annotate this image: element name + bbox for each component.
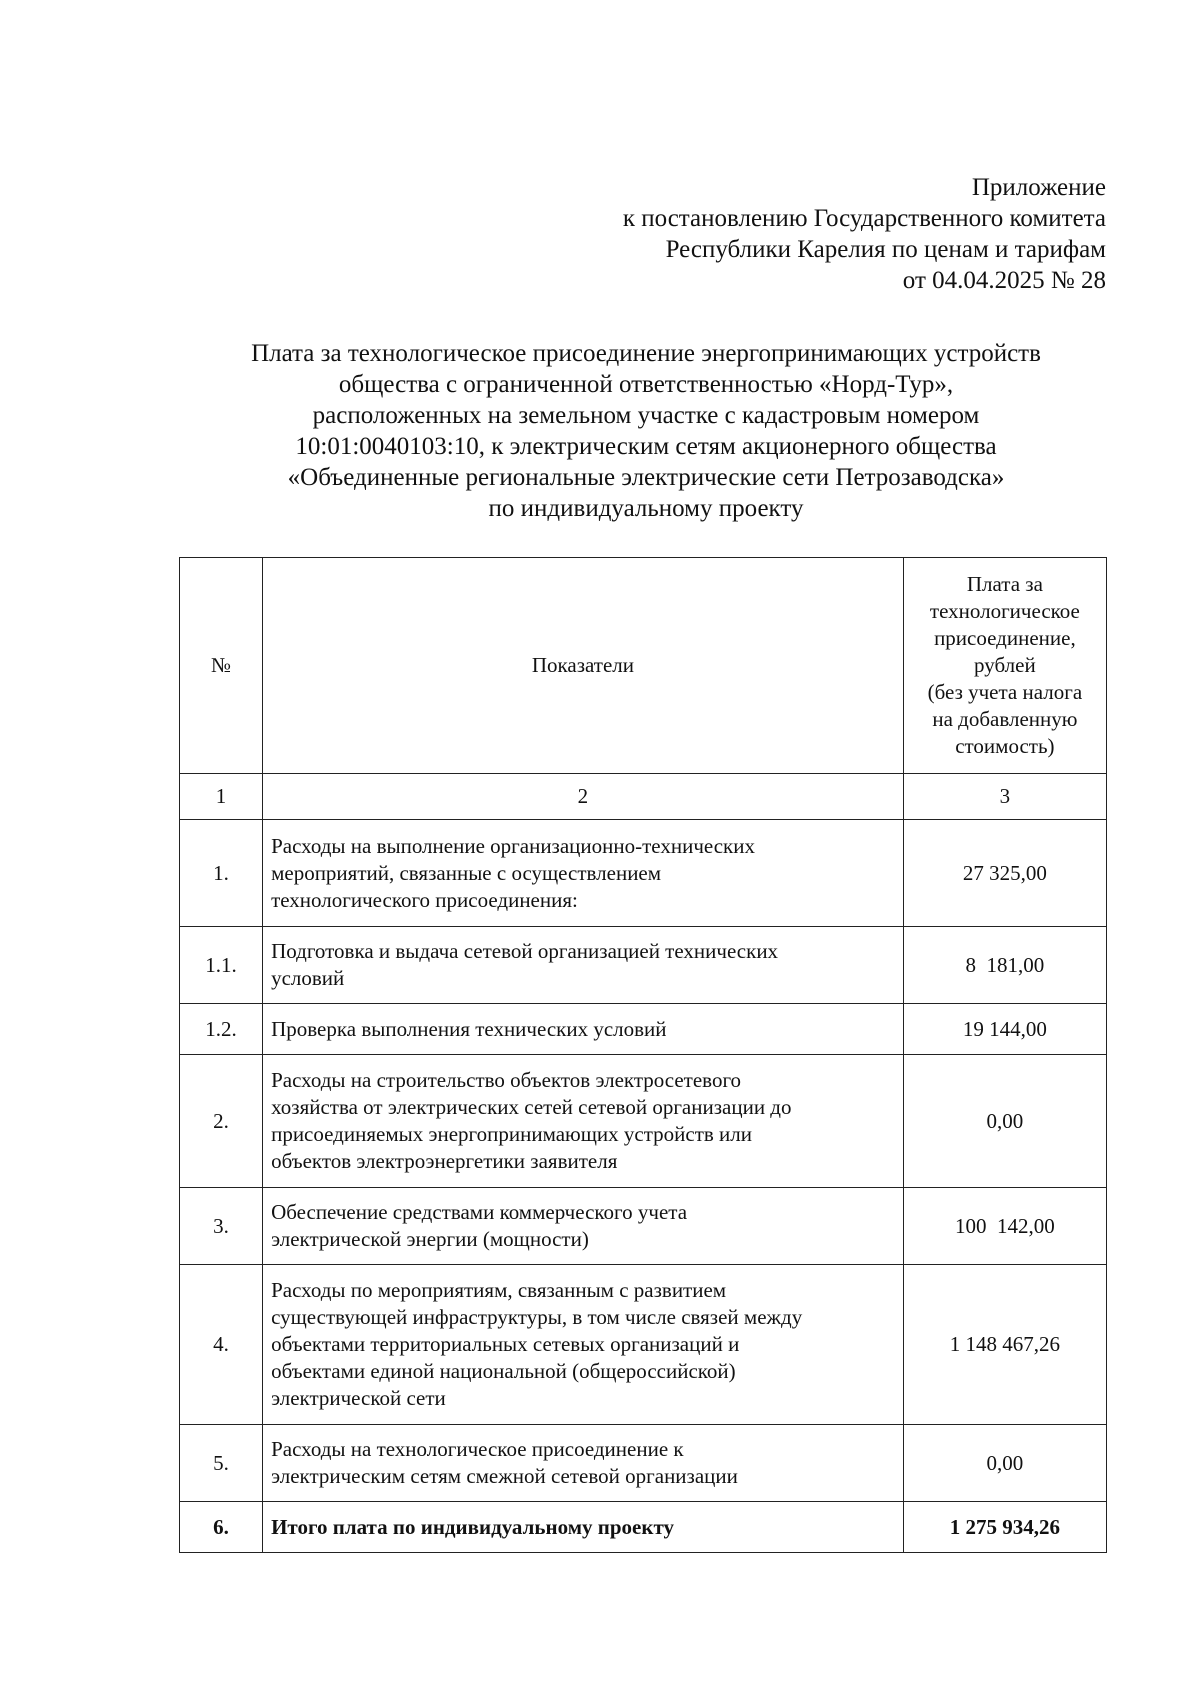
header-indicator: Показатели bbox=[263, 558, 904, 774]
row-amount: 1 148 467,26 bbox=[903, 1265, 1106, 1425]
row-indicator bbox=[263, 1004, 904, 1055]
header-payment-line: на добавленную bbox=[932, 707, 1078, 731]
column-number: 1 bbox=[180, 774, 263, 820]
table-row bbox=[180, 1425, 1107, 1502]
row-number: 1. bbox=[180, 820, 263, 927]
title-line: 10:01:0040103:10, к электрическим сетям акционерного общества bbox=[295, 433, 997, 460]
table-row bbox=[180, 1265, 1107, 1425]
row-indicator bbox=[263, 1055, 904, 1188]
indicator-line: Проверка выполнения технических условий bbox=[271, 1016, 667, 1041]
row-indicator bbox=[263, 1265, 904, 1425]
header-payment-line: стоимость) bbox=[955, 734, 1055, 758]
row-amount: 0,00 bbox=[903, 1425, 1106, 1502]
annex-label: Приложение bbox=[971, 174, 1106, 201]
indicator-line: технологического присоединения: bbox=[271, 887, 578, 912]
header-payment-line: рублей bbox=[974, 653, 1036, 677]
table-row bbox=[180, 1004, 1107, 1055]
indicator-line: Подготовка и выдача сетевой организацией технических bbox=[271, 939, 779, 963]
row-amount: 27 325,00 bbox=[903, 820, 1106, 927]
indicator-line: Расходы на выполнение организационно-технических bbox=[271, 833, 755, 858]
row-indicator bbox=[263, 820, 904, 927]
title-line: по индивидуальному проекту bbox=[488, 495, 804, 522]
column-numbers-row bbox=[180, 774, 1107, 820]
table-row bbox=[180, 1055, 1107, 1188]
row-indicator bbox=[263, 1188, 904, 1265]
header-payment-line: присоединение, bbox=[934, 626, 1076, 650]
indicator-line: объектами территориальных сетевых организаций и bbox=[271, 1332, 740, 1356]
indicator-line: Расходы на технологическое присоединение к bbox=[271, 1437, 684, 1461]
row-number: 4. bbox=[180, 1265, 263, 1425]
indicator-line: Расходы на строительство объектов электросетевого bbox=[271, 1068, 742, 1092]
annex-header bbox=[623, 172, 1106, 296]
fees-table bbox=[179, 557, 1107, 1553]
row-number: 5. bbox=[180, 1425, 263, 1502]
header-payment-line: технологическое bbox=[929, 599, 1080, 623]
row-number: 1.2. bbox=[180, 1004, 263, 1055]
row-amount: 0,00 bbox=[903, 1055, 1106, 1188]
indicator-line: объектов электроэнергетики заявителя bbox=[271, 1149, 618, 1173]
total-row bbox=[180, 1502, 1107, 1553]
indicator-line: Расходы по мероприятиям, связанным с развитием bbox=[271, 1278, 727, 1302]
indicator-line: электрическим сетям смежной сетевой организации bbox=[271, 1464, 738, 1488]
title-line: общества с ограниченной ответственностью «Норд-Тур», bbox=[338, 371, 954, 398]
indicator-line: хозяйства от электрических сетей сетевой организации до bbox=[271, 1095, 792, 1119]
annex-committee: Республики Карелия по ценам и тарифам bbox=[665, 236, 1106, 263]
row-number: 2. bbox=[180, 1055, 263, 1188]
title-line: Плата за технологическое присоединение энергопринимающих устройств bbox=[251, 340, 1041, 367]
indicator-line: объектами единой национальной (общероссийской) bbox=[271, 1359, 736, 1383]
row-amount: 19 144,00 bbox=[903, 1004, 1106, 1055]
document-title bbox=[100, 338, 1192, 524]
title-line: «Объединенные региональные электрические сети Петрозаводска» bbox=[287, 464, 1005, 491]
table-row bbox=[180, 927, 1107, 1004]
row-number: 6. bbox=[180, 1502, 263, 1553]
title-line: расположенных на земельном участке с кадастровым номером bbox=[312, 402, 980, 429]
header-number: № bbox=[180, 558, 263, 774]
header-payment bbox=[903, 558, 1106, 774]
table-row bbox=[180, 820, 1107, 927]
total-amount: 1 275 934,26 bbox=[903, 1502, 1106, 1553]
indicator-line: существующей инфраструктуры, в том числе связей между bbox=[271, 1305, 803, 1329]
row-indicator bbox=[263, 927, 904, 1004]
annex-resolution-ref: к постановлению Государственного комитета bbox=[622, 205, 1106, 232]
indicator-line: мероприятий, связанные с осуществлением bbox=[271, 860, 662, 885]
indicator-line: присоединяемых энергопринимающих устройств или bbox=[271, 1122, 753, 1146]
row-number: 3. bbox=[180, 1188, 263, 1265]
indicator-line: условий bbox=[271, 966, 345, 990]
indicator-line: электрической энергии (мощности) bbox=[271, 1227, 589, 1251]
column-number: 3 bbox=[903, 774, 1106, 820]
header-payment-line: Плата за bbox=[966, 572, 1043, 596]
column-number: 2 bbox=[263, 774, 904, 820]
indicator-line: электрической сети bbox=[271, 1386, 446, 1410]
row-indicator bbox=[263, 1425, 904, 1502]
row-amount: 100 142,00 bbox=[903, 1188, 1106, 1265]
row-amount: 8 181,00 bbox=[903, 927, 1106, 1004]
row-number: 1.1. bbox=[180, 927, 263, 1004]
table-header-row bbox=[180, 558, 1107, 774]
annex-date-number: от 04.04.2025 № 28 bbox=[902, 267, 1106, 294]
table-row bbox=[180, 1188, 1107, 1265]
header-payment-line: (без учета налога bbox=[927, 680, 1083, 704]
indicator-line: Итого плата по индивидуальному проекту bbox=[271, 1514, 674, 1539]
row-indicator bbox=[263, 1502, 904, 1553]
indicator-line: Обеспечение средствами коммерческого учета bbox=[271, 1200, 688, 1224]
